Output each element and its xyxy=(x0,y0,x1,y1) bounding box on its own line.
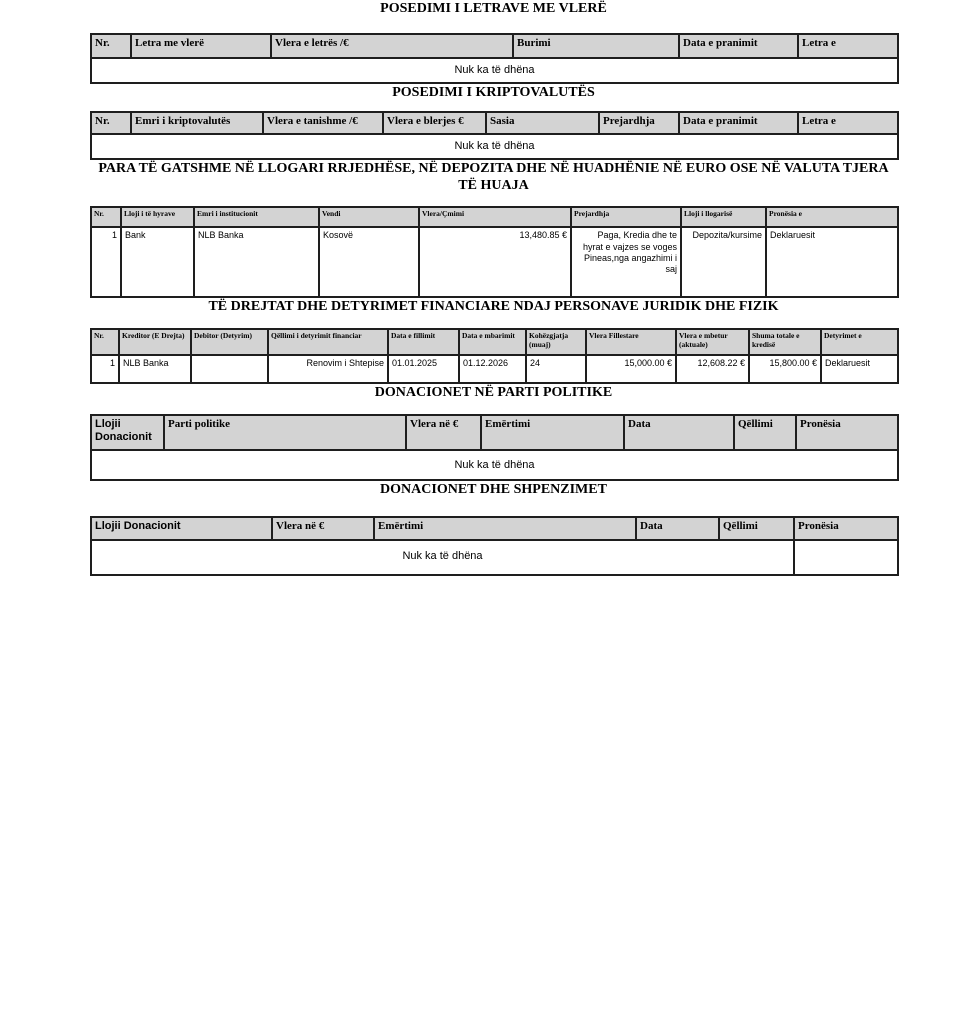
column-header-letra-me-vlere: Letra me vlerë xyxy=(131,34,271,58)
cell-nr: 1 xyxy=(91,227,121,297)
section-title-crypto: POSEDIMI I KRIPTOVALUTËS xyxy=(392,85,595,101)
column-header-vlera-ne-euro: Vlera në € xyxy=(406,415,481,450)
cell-vendi: Kosovë xyxy=(319,227,419,297)
cell-detyrimet: Deklaruesit xyxy=(821,355,898,383)
party-donations-empty-row xyxy=(91,450,898,480)
empty-pronesia-cell xyxy=(794,540,898,575)
column-header-vlera-cmimi: Vlera/Çmimi xyxy=(419,207,571,227)
column-header-pronesia-e: Pronësia e xyxy=(766,207,898,227)
column-header-emertimi: Emërtimi xyxy=(374,517,636,540)
no-data-cell: Nuk ka të dhëna xyxy=(91,450,898,480)
section-title-obligations: TË DREJTAT DHE DETYRIMET FINANCIARE NDAJ PERSONAVE JURIDIK DHE FIZIK xyxy=(208,299,779,315)
obligations-header-row xyxy=(91,329,898,355)
column-header-data-mbarimit: Data e mbarimit xyxy=(459,329,526,355)
party-donations-header-row xyxy=(91,415,898,450)
section-title-donations-expenses: DONACIONET DHE SHPENZIMET xyxy=(380,482,607,498)
cash-data-row xyxy=(91,227,898,297)
column-header-shuma-totale: Shuma totale e kredisë xyxy=(749,329,821,355)
cell-vlera-mbetur: 12,608.22 € xyxy=(676,355,749,383)
column-header-kohezgjatja: Kohëzgjatja (muaj) xyxy=(526,329,586,355)
securities-table xyxy=(90,33,899,84)
column-header-vlera-e-letres: Vlera e letrës /€ xyxy=(271,34,513,58)
column-header-nr: Nr. xyxy=(91,112,131,134)
section-title-securities: POSEDIMI I LETRAVE ME VLERË xyxy=(380,1,607,16)
column-header-emertimi: Emërtimi xyxy=(481,415,624,450)
column-header-burimi: Burimi xyxy=(513,34,679,58)
crypto-table xyxy=(90,111,899,160)
column-header-vlera-fillestare: Vlera Fillestare xyxy=(586,329,676,355)
section-title-cash: PARA TË GATSHME NË LLOGARI RRJEDHËSE, NË DEPOZITA DHE NË HUADHËNIE NË EURO OSE NË VALUTA TJERA TË HUAJA xyxy=(98,161,889,194)
column-header-detyrimet-e: Detyrimet e xyxy=(821,329,898,355)
no-data-cell: Nuk ka të dhëna xyxy=(91,58,898,83)
obligations-data-row xyxy=(91,355,898,383)
column-header-vlera-ne-euro: Vlera në € xyxy=(272,517,374,540)
crypto-empty-row xyxy=(91,134,898,159)
column-header-nr: Nr. xyxy=(91,34,131,58)
cell-shuma-totale: 15,800.00 € xyxy=(749,355,821,383)
cell-data-fillimit: 01.01.2025 xyxy=(388,355,459,383)
column-header-vendi: Vendi xyxy=(319,207,419,227)
column-header-vlera-mbetur: Vlera e mbetur (aktuale) xyxy=(676,329,749,355)
obligations-table xyxy=(90,328,899,384)
column-header-kreditor: Kreditor (E Drejta) xyxy=(119,329,191,355)
column-header-pronesia: Pronësia xyxy=(794,517,898,540)
section-title-party-donations: DONACIONET NË PARTI POLITIKE xyxy=(374,385,613,401)
column-header-data: Data xyxy=(624,415,734,450)
donations-expenses-empty-row xyxy=(91,540,898,575)
cell-nr: 1 xyxy=(91,355,119,383)
securities-header-row xyxy=(91,34,898,58)
donations-expenses-table xyxy=(90,516,899,576)
column-header-prejardhja: Prejardhja xyxy=(599,112,679,134)
cell-kreditor: NLB Banka xyxy=(119,355,191,383)
no-data-cell: Nuk ka të dhëna xyxy=(91,540,794,575)
column-header-data-e-pranimit: Data e pranimit xyxy=(679,112,798,134)
column-header-nr: Nr. xyxy=(91,207,121,227)
no-data-cell: Nuk ka të dhëna xyxy=(91,134,898,159)
column-header-prejardhja: Prejardhja xyxy=(571,207,681,227)
column-header-data-fillimit: Data e fillimit xyxy=(388,329,459,355)
column-header-vlera-blerjes: Vlera e blerjes € xyxy=(383,112,486,134)
cell-prejardhja: Paga, Kredia dhe te hyrat e vajzes se voges Pineas,nga angazhimi i saj xyxy=(571,227,681,297)
column-header-qellimi: Qëllimi xyxy=(734,415,796,450)
column-header-vlera-tanishme: Vlera e tanishme /€ xyxy=(263,112,383,134)
column-header-lloji-hyrave: Lloji i të hyrave xyxy=(121,207,194,227)
cell-emri-institucionit: NLB Banka xyxy=(194,227,319,297)
column-header-debitor: Debitor (Detyrim) xyxy=(191,329,268,355)
document-content xyxy=(90,0,897,576)
cell-kohezgjatja: 24 xyxy=(526,355,586,383)
cell-lloji-hyrave: Bank xyxy=(121,227,194,297)
cell-lloji-llogarise: Depozita/kursime xyxy=(681,227,766,297)
column-header-lloji-donacionit: Llojii Donacionit xyxy=(91,415,164,450)
column-header-qellimi: Qëllimi xyxy=(719,517,794,540)
column-header-sasia: Sasia xyxy=(486,112,599,134)
column-header-qellimi-detyrimit: Qëllimi i detyrimit financiar xyxy=(268,329,388,355)
column-header-emri-kriptovalutes: Emri i kriptovalutës xyxy=(131,112,263,134)
securities-empty-row xyxy=(91,58,898,83)
column-header-letra-e: Letra e xyxy=(798,112,898,134)
party-donations-table xyxy=(90,414,899,481)
column-header-nr: Nr. xyxy=(91,329,119,355)
column-header-data-e-pranimit: Data e pranimit xyxy=(679,34,798,58)
column-header-data: Data xyxy=(636,517,719,540)
crypto-header-row xyxy=(91,112,898,134)
column-header-lloji-donacionit: Llojii Donacionit xyxy=(91,517,272,540)
cell-pronesia: Deklaruesit xyxy=(766,227,898,297)
column-header-letra-e: Letra e xyxy=(798,34,898,58)
cash-accounts-table xyxy=(90,206,899,298)
cell-debitor xyxy=(191,355,268,383)
column-header-pronesia: Pronësia xyxy=(796,415,898,450)
column-header-parti-politike: Parti politike xyxy=(164,415,406,450)
cell-data-mbarimit: 01.12.2026 xyxy=(459,355,526,383)
cell-vlera-cmimi: 13,480.85 € xyxy=(419,227,571,297)
cell-vlera-fillestare: 15,000.00 € xyxy=(586,355,676,383)
donations-expenses-header-row xyxy=(91,517,898,540)
cash-header-row xyxy=(91,207,898,227)
cell-qellimi-detyrimit: Renovim i Shtepise xyxy=(268,355,388,383)
column-header-emri-institucionit: Emri i institucionit xyxy=(194,207,319,227)
column-header-lloji-llogarise: Lloji i llogarisë xyxy=(681,207,766,227)
